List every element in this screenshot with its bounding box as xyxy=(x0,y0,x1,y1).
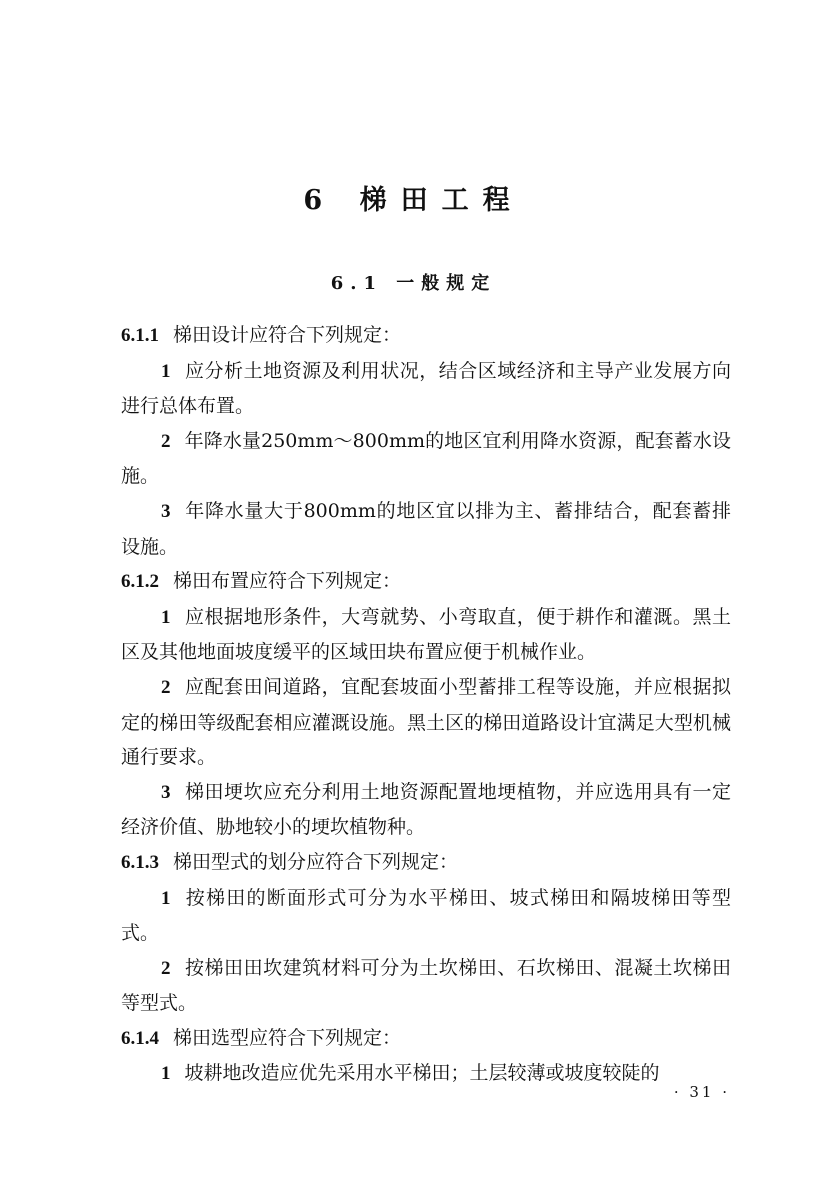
item-number: 2 xyxy=(161,676,171,698)
item-text: 应配套田间道路，宜配套坡面小型蓄排工程等设施，并应根据拟定的梯田等级配套相应灌溉设施。黑土区的梯田道路设计宜满足大型机械通行要求。 xyxy=(121,675,731,769)
page-number: · 31 · xyxy=(673,1083,730,1101)
chapter-title: 6 梯田工程 xyxy=(303,185,524,216)
item-text: 按梯田的断面形式可分为水平梯田、坡式梯田和隔坡梯田等型式。 xyxy=(121,886,731,945)
clause-text: 梯田选型应符合下列规定： xyxy=(173,1026,402,1049)
item-number: 1 xyxy=(161,360,171,382)
item-number: 2 xyxy=(161,430,171,452)
clause-text: 梯田布置应符合下列规定： xyxy=(173,570,402,593)
clause-6-1-3 xyxy=(121,845,731,881)
item-text: 应根据地形条件，大弯就势、小弯取直，便于耕作和灌溉。黑土区及其他地面坡度缓平的区域田块布置应便于机械作业。 xyxy=(121,605,731,664)
list-item xyxy=(121,670,731,775)
item-text: 年降水量250mm～800mm的地区宜利用降水资源，配套蓄水设施。 xyxy=(121,429,731,488)
item-number: 1 xyxy=(161,887,171,909)
item-text: 按梯田田坎建筑材料可分为土坎梯田、石坎梯田、混凝土坎梯田等型式。 xyxy=(121,956,731,1015)
clause-number: 6.1.2 xyxy=(121,571,159,593)
item-number: 1 xyxy=(161,1063,171,1085)
body-text xyxy=(121,318,731,1092)
list-item xyxy=(121,494,731,564)
item-number: 2 xyxy=(161,957,171,979)
item-text: 梯田埂坎应充分利用土地资源配置地埂植物，并应选用具有一定经济价值、胁地较小的埂坎植物种。 xyxy=(121,780,731,839)
clause-number: 6.1.1 xyxy=(121,325,159,346)
list-item xyxy=(121,354,731,424)
clause-text: 梯田型式的划分应符合下列规定： xyxy=(173,850,459,873)
item-text: 坡耕地改造应优先采用水平梯田；土层较薄或坡度较陡的 xyxy=(184,1062,660,1085)
clause-6-1-4 xyxy=(121,1021,731,1057)
clause-number: 6.1.4 xyxy=(121,1027,159,1049)
item-number: 3 xyxy=(161,500,171,522)
item-number: 1 xyxy=(161,606,171,628)
item-text: 年降水量大于800mm的地区宜以排为主、蓄排结合，配套蓄排设施。 xyxy=(121,499,731,558)
clause-6-1-2 xyxy=(121,564,731,600)
item-text: 应分析土地资源及利用状况，结合区域经济和主导产业发展方向进行总体布置。 xyxy=(121,359,731,418)
clause-number: 6.1.3 xyxy=(121,851,159,873)
list-item xyxy=(121,881,731,951)
clause-6-1-1 xyxy=(121,318,731,354)
list-item xyxy=(121,600,731,670)
list-item xyxy=(121,1056,731,1092)
list-item xyxy=(121,775,731,845)
section-title: 6.1 一般规定 xyxy=(330,273,497,294)
list-item xyxy=(121,951,731,1021)
list-item xyxy=(121,424,731,494)
clause-text: 梯田设计应符合下列规定： xyxy=(173,324,402,346)
item-number: 3 xyxy=(161,781,171,803)
